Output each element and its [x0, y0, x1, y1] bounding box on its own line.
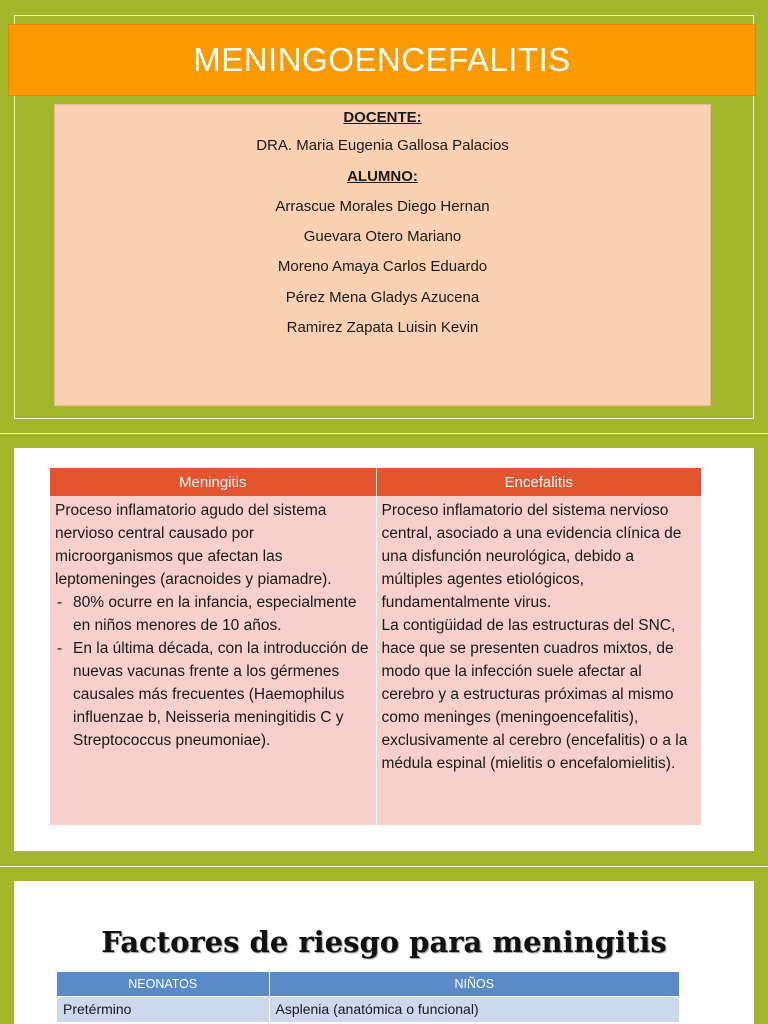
header-encefalitis: Encefalitis [376, 468, 702, 496]
header-neonatos: NEONATOS [57, 972, 269, 996]
list-item: - En la última década, con la introducción de nuevas vacunas frente a los gérmenes causales más frecuentes (Haemophilus influenzae b, Neisseria meningitidis C y Streptococcus pneumoniae). [55, 637, 371, 752]
risk-factors-title: Factores de riesgo para meningitis [101, 925, 667, 959]
title-banner [8, 24, 756, 96]
credits-box [54, 104, 711, 406]
encefalitis-definition: Proceso inflamatorio del sistema nervioso central, asociado a una evidencia clínica de una disfunción neurológica, debido a múltiples agentes etiológicos, fundamentalmente virus. [381, 502, 682, 611]
alumno-heading: ALUMNO: [347, 168, 418, 185]
cell-meningitis [50, 496, 376, 825]
slide-separator [0, 866, 768, 867]
slide-separator [0, 433, 768, 434]
cell-neonatos: Pretérmino [57, 996, 269, 1022]
alumno-name: Ramirez Zapata Luisin Kevin [286, 319, 479, 336]
list-item: - 80% ocurre en la infancia, especialmente en niños menores de 10 años. [55, 591, 371, 637]
alumno-name: Pérez Mena Gladys Azucena [285, 289, 480, 306]
alumno-name: Guevara Otero Mariano [303, 228, 462, 245]
table-row [57, 996, 680, 1022]
comparison-table [50, 468, 702, 825]
cell-ninos: Asplenia (anatómica o funcional) [269, 996, 680, 1022]
slide-3 [14, 881, 754, 1024]
docente-name: DRA. Maria Eugenia Gallosa Palacios [256, 137, 509, 154]
slide-2 [14, 448, 754, 851]
alumno-name: Arrascue Morales Diego Hernan [275, 198, 490, 215]
cell-encefalitis [376, 496, 702, 825]
meningitis-list [55, 591, 371, 752]
header-ninos: NIÑOS [269, 972, 680, 996]
encefalitis-detail: La contigüidad de las estructuras del SNC, hace que se presenten cuadros mixtos, de modo que la infección suele afectar al cerebro y a estructuras próximas al mismo como meninges (meningoencefalitis), exclusivamente al cerebro (encefalitis) o a la médula espinal (mielitis o encefalomielitis). [381, 617, 688, 772]
risk-factors-table [57, 972, 680, 1022]
header-meningitis: Meningitis [50, 468, 376, 496]
meningitis-intro: Proceso inflamatorio agudo del sistema nervioso central causado por microorganismos que afectan las leptomeninges (aracnoides y piamadre). [55, 502, 332, 588]
slide-title: MENINGOENCEFALITIS [193, 41, 571, 78]
docente-heading: DOCENTE: [343, 109, 422, 126]
alumno-name: Moreno Amaya Carlos Eduardo [277, 258, 488, 275]
